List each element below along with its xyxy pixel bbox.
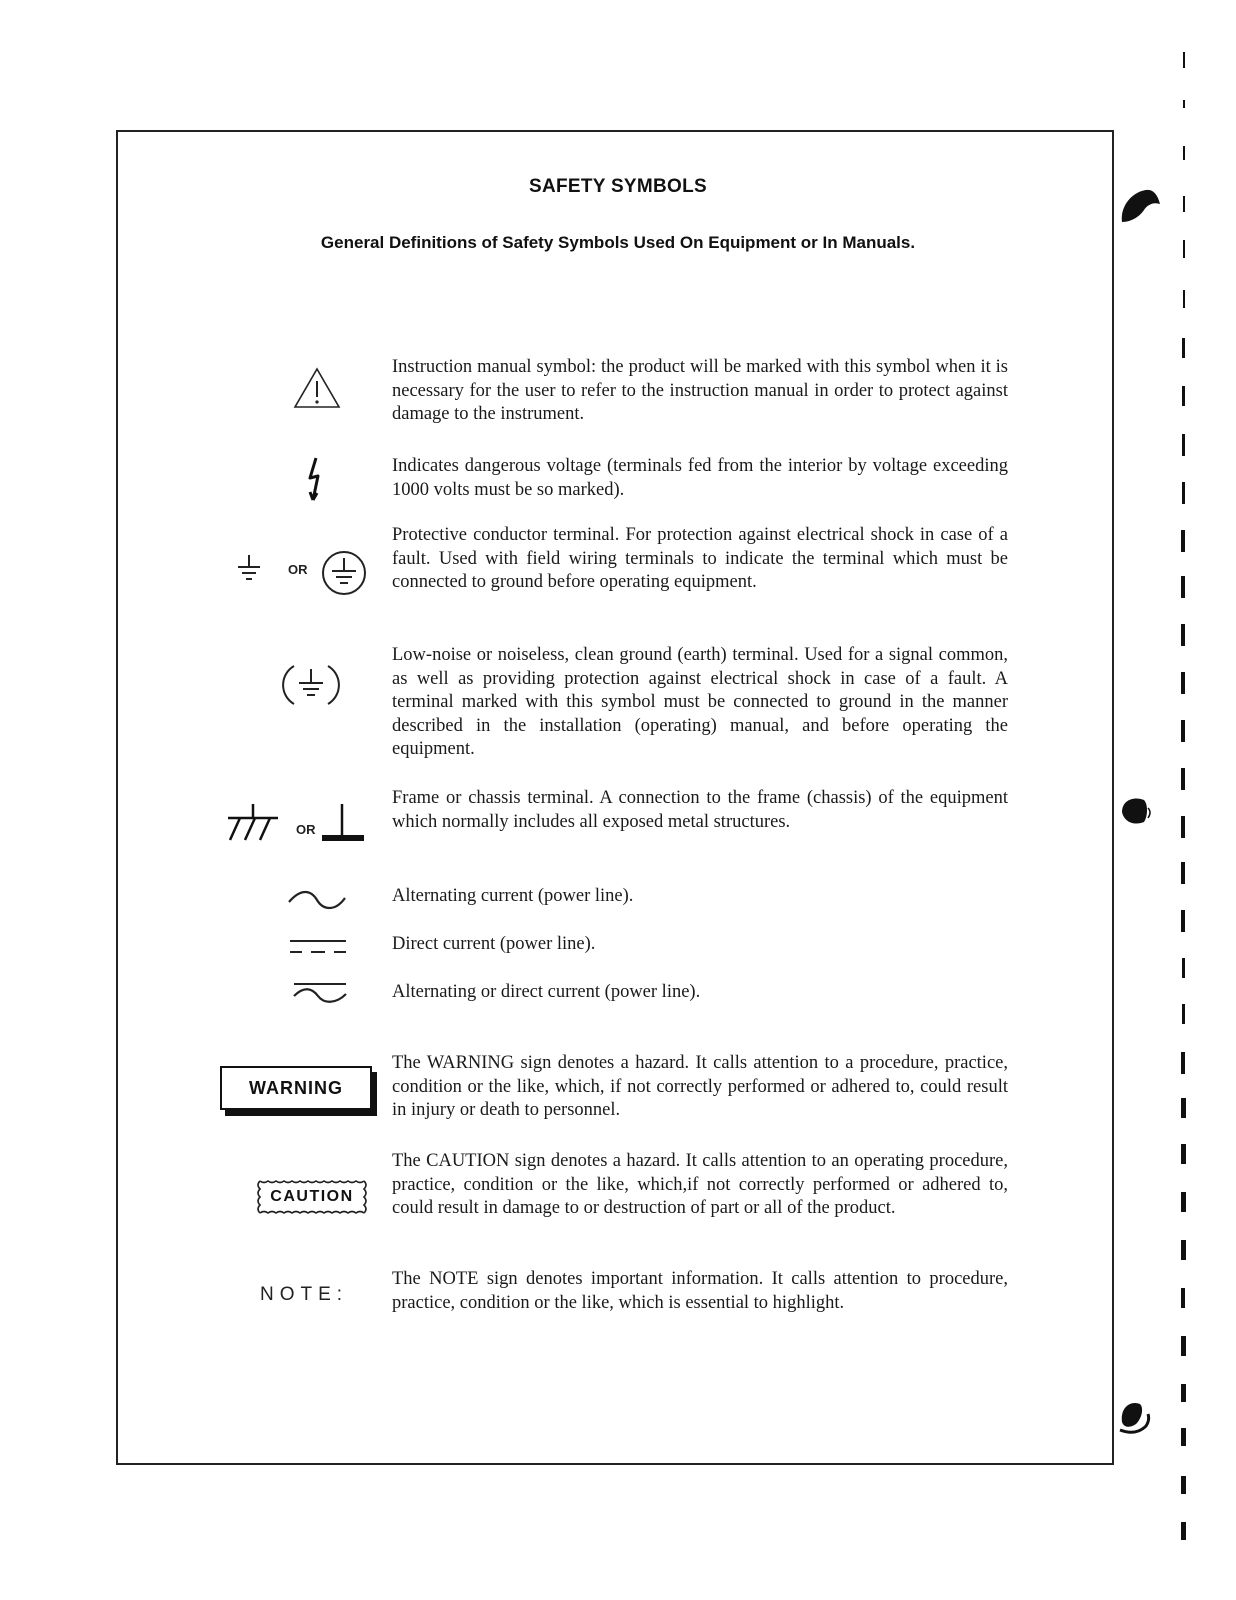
binder-hole-icon: [1118, 794, 1162, 830]
ground-icon: [236, 553, 262, 585]
entry-instruction-manual-text: Instruction manual symbol: the product will be marked with this symbol when it is necessary for the user to refer to the instruction manual in order to protect against damage to the instrument.: [392, 357, 1008, 424]
margin-mark: [1181, 624, 1185, 646]
protective-conductor-icon: [320, 549, 368, 597]
entry-direct-current-text: Direct current (power line).: [392, 934, 596, 954]
margin-mark: [1182, 1004, 1185, 1024]
alternating-current-icon: [286, 888, 348, 912]
entry-warning-text: The WARNING sign denotes a hazard. It calls attention to a procedure, practice, condition or the like, which, if not correctly performed or adhered to, could result in injury or death to personnel.: [392, 1053, 1008, 1120]
margin-mark: [1181, 1144, 1186, 1164]
margin-mark: [1181, 1052, 1185, 1074]
margin-mark: [1181, 1288, 1185, 1308]
note-sign: NOTE:: [260, 1284, 349, 1305]
caution-sign: [252, 1179, 372, 1215]
entry-ac-or-dc-text: Alternating or direct current (power line).: [392, 982, 701, 1002]
entry-clean-ground-text: Low-noise or noiseless, clean ground (earth) terminal. Used for a signal common, as well as providing protection against electrical shock in case of a fault. A terminal marked with this symbol must be connected to ground in the manner described in the installation (operating) manual, and before operating the equipment.: [392, 645, 1008, 759]
margin-mark: [1182, 958, 1185, 978]
margin-mark: [1181, 816, 1185, 838]
binder-hole-icon: [1118, 186, 1166, 226]
margin-mark: [1183, 146, 1185, 160]
margin-mark: [1182, 338, 1185, 358]
margin-mark: [1181, 1428, 1186, 1446]
margin-mark: [1181, 862, 1185, 884]
chassis-terminal-icon: [320, 800, 368, 846]
margin-mark: [1183, 52, 1185, 68]
margin-mark: [1183, 240, 1185, 258]
margin-mark: [1181, 576, 1185, 598]
margin-mark: [1182, 386, 1185, 406]
margin-mark: [1181, 1098, 1186, 1118]
instruction-manual-icon: [292, 366, 342, 410]
entry-note-text: The NOTE sign denotes important information. It calls attention to procedure, practice, condition or the like, which is essential to highlight.: [392, 1269, 1008, 1313]
dangerous-voltage-icon: [302, 456, 328, 510]
margin-mark: [1181, 1522, 1186, 1540]
margin-mark: [1182, 482, 1185, 504]
entry-protective-conductor-text: Protective conductor terminal. For protection against electrical shock in case of a fault. Used with field wiring terminals to indicate the terminal which must be connected to ground before operating equipment.: [392, 525, 1008, 592]
entry-caution-text: The CAUTION sign denotes a hazard. It calls attention to an operating procedure, practice, condition or the like, which,if not correctly performed or adhered to, could result in damage to or destruction of part or all of the product.: [392, 1151, 1008, 1218]
entry-chassis-terminal-text: Frame or chassis terminal. A connection to the frame (chassis) of the equipment which normally includes all exposed metal structures.: [392, 788, 1008, 832]
clean-ground-icon: [280, 660, 342, 710]
warning-sign: WARNING: [220, 1066, 372, 1110]
ac-or-dc-icon: [290, 980, 350, 1006]
margin-mark: [1183, 290, 1185, 308]
binder-hole-icon: [1116, 1396, 1164, 1440]
chassis-icon: [226, 800, 282, 844]
page-subtitle: General Definitions of Safety Symbols Used On Equipment or In Manuals.: [320, 233, 916, 252]
margin-mark: [1181, 1384, 1186, 1402]
margin-mark: [1181, 768, 1185, 790]
or-label: OR: [288, 562, 308, 577]
margin-mark: [1181, 1192, 1186, 1212]
margin-mark: [1181, 1240, 1186, 1260]
margin-mark: [1181, 672, 1185, 694]
margin-mark: [1181, 530, 1185, 552]
margin-mark: [1181, 910, 1185, 932]
margin-mark: [1183, 196, 1185, 212]
margin-mark: [1181, 720, 1185, 742]
direct-current-icon: [288, 936, 350, 958]
caution-label: CAUTION: [270, 1188, 354, 1205]
entry-alternating-current-text: Alternating current (power line).: [392, 886, 634, 906]
margin-mark: [1181, 1336, 1186, 1356]
margin-mark: [1182, 434, 1185, 456]
entry-dangerous-voltage-text: Indicates dangerous voltage (terminals fed from the interior by voltage exceeding 1000 volts must be so marked).: [392, 456, 1008, 500]
page-title: SAFETY SYMBOLS: [528, 176, 708, 197]
margin-mark: [1183, 100, 1185, 108]
margin-mark: [1181, 1476, 1186, 1494]
or-label: OR: [296, 822, 316, 837]
